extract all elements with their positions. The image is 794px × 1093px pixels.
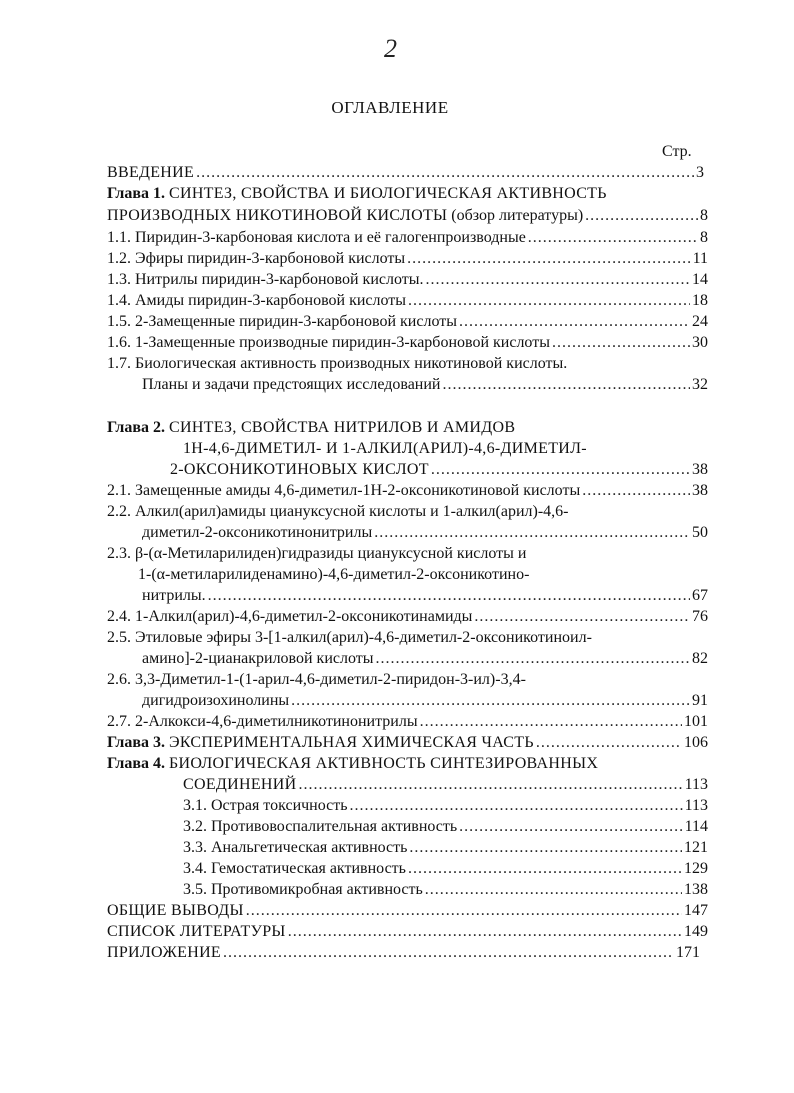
toc-entry-conclusions: ОБЩИЕ ВЫВОДЫ ..... 147 bbox=[107, 901, 708, 921]
page-number: 2 bbox=[384, 34, 397, 63]
toc-entry-1-7-line2: Планы и задачи предстоящих исследований ..... 32 bbox=[142, 375, 708, 395]
toc-chapter-4-line1: Глава 4. БИОЛОГИЧЕСКАЯ АКТИВНОСТЬ СИНТЕЗИРОВАННЫХ bbox=[107, 755, 599, 772]
toc-entry-2-1: 2.1. Замещенные амиды 4,6-диметил-1Н-2-оксоникотиновой кислоты ..... 38 bbox=[107, 481, 708, 501]
toc-entry-3-2: 3.2. Противовоспалительная активность ..... 114 bbox=[183, 817, 708, 837]
toc-entry-1-3: 1.3. Нитрилы пиридин-3-карбоновой кислоты. ..... 14 bbox=[107, 270, 708, 290]
toc-entry-intro: ВВЕДЕНИЕ ..... 3 bbox=[107, 163, 704, 183]
toc-entry-1-5: 1.5. 2-Замещенные пиридин-3-карбоновой кислоты ..... 24 bbox=[107, 312, 708, 332]
toc-entry-2-7: 2.7. 2-Алкокси-4,6-диметилникотинонитрилы ..... 101 bbox=[107, 712, 708, 732]
toc-entry-1-6: 1.6. 1-Замещенные производные пиридин-3-карбоновой кислоты ..... 30 bbox=[107, 333, 708, 353]
toc-entry-1-1: 1.1. Пиридин-3-карбоновая кислота и её галогенпроизводные ..... 8 bbox=[107, 228, 708, 248]
page-column-header: Стр. bbox=[662, 143, 692, 160]
toc-entry-references: СПИСОК ЛИТЕРАТУРЫ ..... 149 bbox=[107, 922, 708, 942]
toc-entry-2-4: 2.4. 1-Алкил(арил)-4,6-диметил-2-оксоникотинамиды ..... 76 bbox=[107, 607, 708, 627]
toc-entry-2-3-line3: нитрилы. ..... 67 bbox=[142, 586, 708, 606]
toc-entry-2-2-line2: диметил-2-оксоникотинонитрилы ..... 50 bbox=[142, 523, 708, 543]
toc-chapter-2-line3: 2-ОКСОНИКОТИНОВЫХ КИСЛОТ ..... 38 bbox=[170, 460, 708, 480]
toc-entry-3-1: 3.1. Острая токсичность ..... 113 bbox=[183, 796, 708, 816]
toc-chapter-2-line1: Глава 2. СИНТЕЗ, СВОЙСТВА НИТРИЛОВ И АМИДОВ bbox=[107, 419, 516, 436]
toc-entry-3-5: 3.5. Противомикробная активность ..... 138 bbox=[183, 880, 708, 900]
toc-entry-2-6-line1: 2.6. 3,3-Диметил-1-(1-арил-4,6-диметил-2-пиридон-3-ил)-3,4- bbox=[107, 671, 526, 688]
toc-entry-2-5-line2: амино]-2-цианакриловой кислоты ..... 82 bbox=[142, 649, 708, 669]
toc-entry-2-5-line1: 2.5. Этиловые эфиры 3-[1-алкил(арил)-4,6-диметил-2-оксоникотиноил- bbox=[107, 629, 592, 646]
toc-chapter-3: Глава 3. ЭКСПЕРИМЕНТАЛЬНАЯ ХИМИЧЕСКАЯ ЧАСТЬ ..... 106 bbox=[107, 733, 708, 753]
toc-entry-1-4: 1.4. Амиды пиридин-3-карбоновой кислоты ..... 18 bbox=[107, 291, 708, 311]
toc-entry-2-3-line1: 2.3. β-(α-Метиларилиден)гидразиды циануксусной кислоты и bbox=[107, 545, 527, 562]
page-title: ОГЛАВЛЕНИЕ bbox=[331, 98, 449, 117]
toc-chapter-1-line1: Глава 1. СИНТЕЗ, СВОЙСТВА И БИОЛОГИЧЕСКАЯ АКТИВНОСТЬ bbox=[107, 185, 607, 202]
toc-entry-2-2-line1: 2.2. Алкил(арил)амиды циануксусной кислоты и 1-алкил(арил)-4,6- bbox=[107, 503, 569, 520]
toc-chapter-2-line2: 1Н-4,6-ДИМЕТИЛ- И 1-АЛКИЛ(АРИЛ)-4,6-ДИМЕТИЛ- bbox=[183, 440, 587, 457]
toc-chapter-4-line2: СОЕДИНЕНИЙ ..... 113 bbox=[183, 775, 708, 795]
toc-entry-2-6-line2: дигидроизохинолины ..... 91 bbox=[142, 691, 708, 711]
toc-entry-2-3-line2: 1-(α-метиларилиденамино)-4,6-диметил-2-оксоникотино- bbox=[138, 566, 530, 583]
toc-entry-appendix: ПРИЛОЖЕНИЕ ..... 171 bbox=[107, 943, 700, 963]
toc-entry-1-7-line1: 1.7. Биологическая активность производных никотиновой кислоты. bbox=[107, 355, 568, 372]
toc-entry-3-3: 3.3. Анальгетическая активность ..... 121 bbox=[183, 838, 708, 858]
toc-entry-1-2: 1.2. Эфиры пиридин-3-карбоновой кислоты ..... 11 bbox=[107, 249, 708, 269]
toc-chapter-1-line2: ПРОИЗВОДНЫХ НИКОТИНОВОЙ КИСЛОТЫ (обзор литературы) ..... 8 bbox=[107, 206, 708, 226]
toc-entry-3-4: 3.4. Гемостатическая активность ..... 129 bbox=[183, 859, 708, 879]
